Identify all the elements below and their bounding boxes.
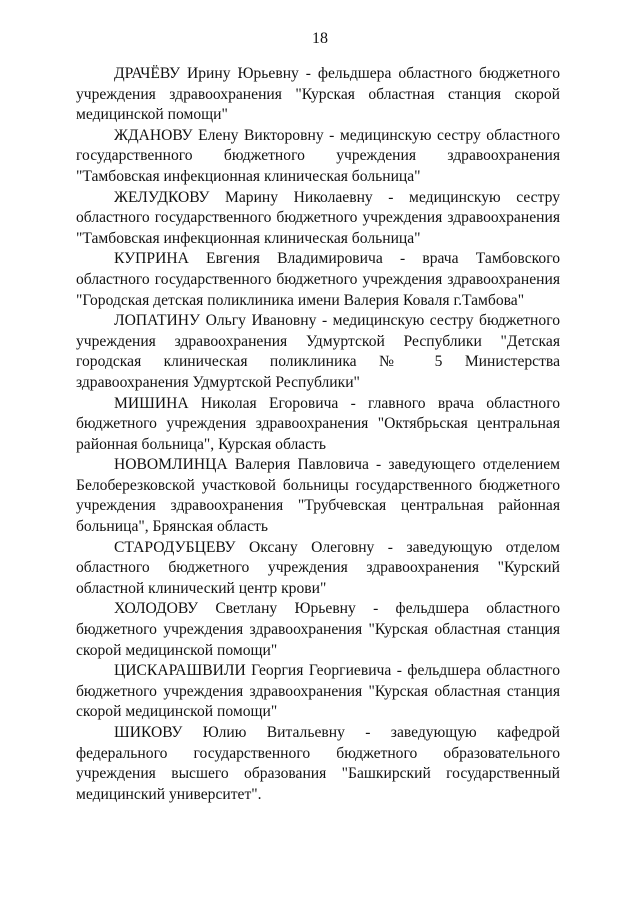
list-item: ШИКОВУ Юлию Витальевну - заведующую кафедрой федерального государственного бюджетного образовательного учреждения высшего образования "Башкирский государственный медицинский университет". [76,724,560,803]
list-item: ЦИСКАРАШВИЛИ Георгия Георгиевича - фельдшера областного бюджетного учреждения здравоохранения "Курская областная станция скорой медицинской помощи" [76,662,560,721]
list-item: НОВОМЛИНЦА Валерия Павловича - заведующего отделением Белоберезковской участковой больницы государственного бюджетного учреждения здравоохранения "Трубчевская центральная районная больница", Брянская область [76,456,560,536]
award-list [76,64,560,805]
page-number: 18 [312,30,328,47]
list-item: ДРАЧЁВУ Ирину Юрьевну - фельдшера областного бюджетного учреждения здравоохранения "Курская областная станция скорой медицинской помощи" [76,65,560,124]
list-item: ХОЛОДОВУ Светлану Юрьевну - фельдшера областного бюджетного учреждения здравоохранения "Курская областная станция скорой медицинской помощи" [76,600,560,659]
list-item: МИШИНА Николая Егоровича - главного врача областного бюджетного учреждения здравоохранения "Октябрьская центральная районная больница", Курская область [76,394,560,453]
list-item: ЖДАНОВУ Елену Викторовну - медицинскую сестру областного государственного бюджетного учреждения здравоохранения "Тамбовская инфекционная клиническая больница" [76,126,560,185]
list-item: КУПРИНА Евгения Владимировича - врача Тамбовского областного государственного бюджетного учреждения здравоохранения "Городская детская поликлиника имени Валерия Коваля г.Тамбова" [76,250,560,309]
list-item: ЖЕЛУДКОВУ Марину Николаевну - медицинскую сестру областного государственного бюджетного учреждения здравоохранения "Тамбовская инфекционная клиническая больница" [76,188,560,247]
list-item: ЛОПАТИНУ Ольгу Ивановну - медицинскую сестру бюджетного учреждения здравоохранения Удмуртской Республики "Детская городская клиническая поликлиника № 5 Министерства здравоохранения Удмуртской Республики" [76,312,560,391]
list-item: СТАРОДУБЦЕВУ Оксану Олеговну - заведующую отделом областного бюджетного учреждения здравоохранения "Курский областной клинический центр крови" [76,538,560,597]
